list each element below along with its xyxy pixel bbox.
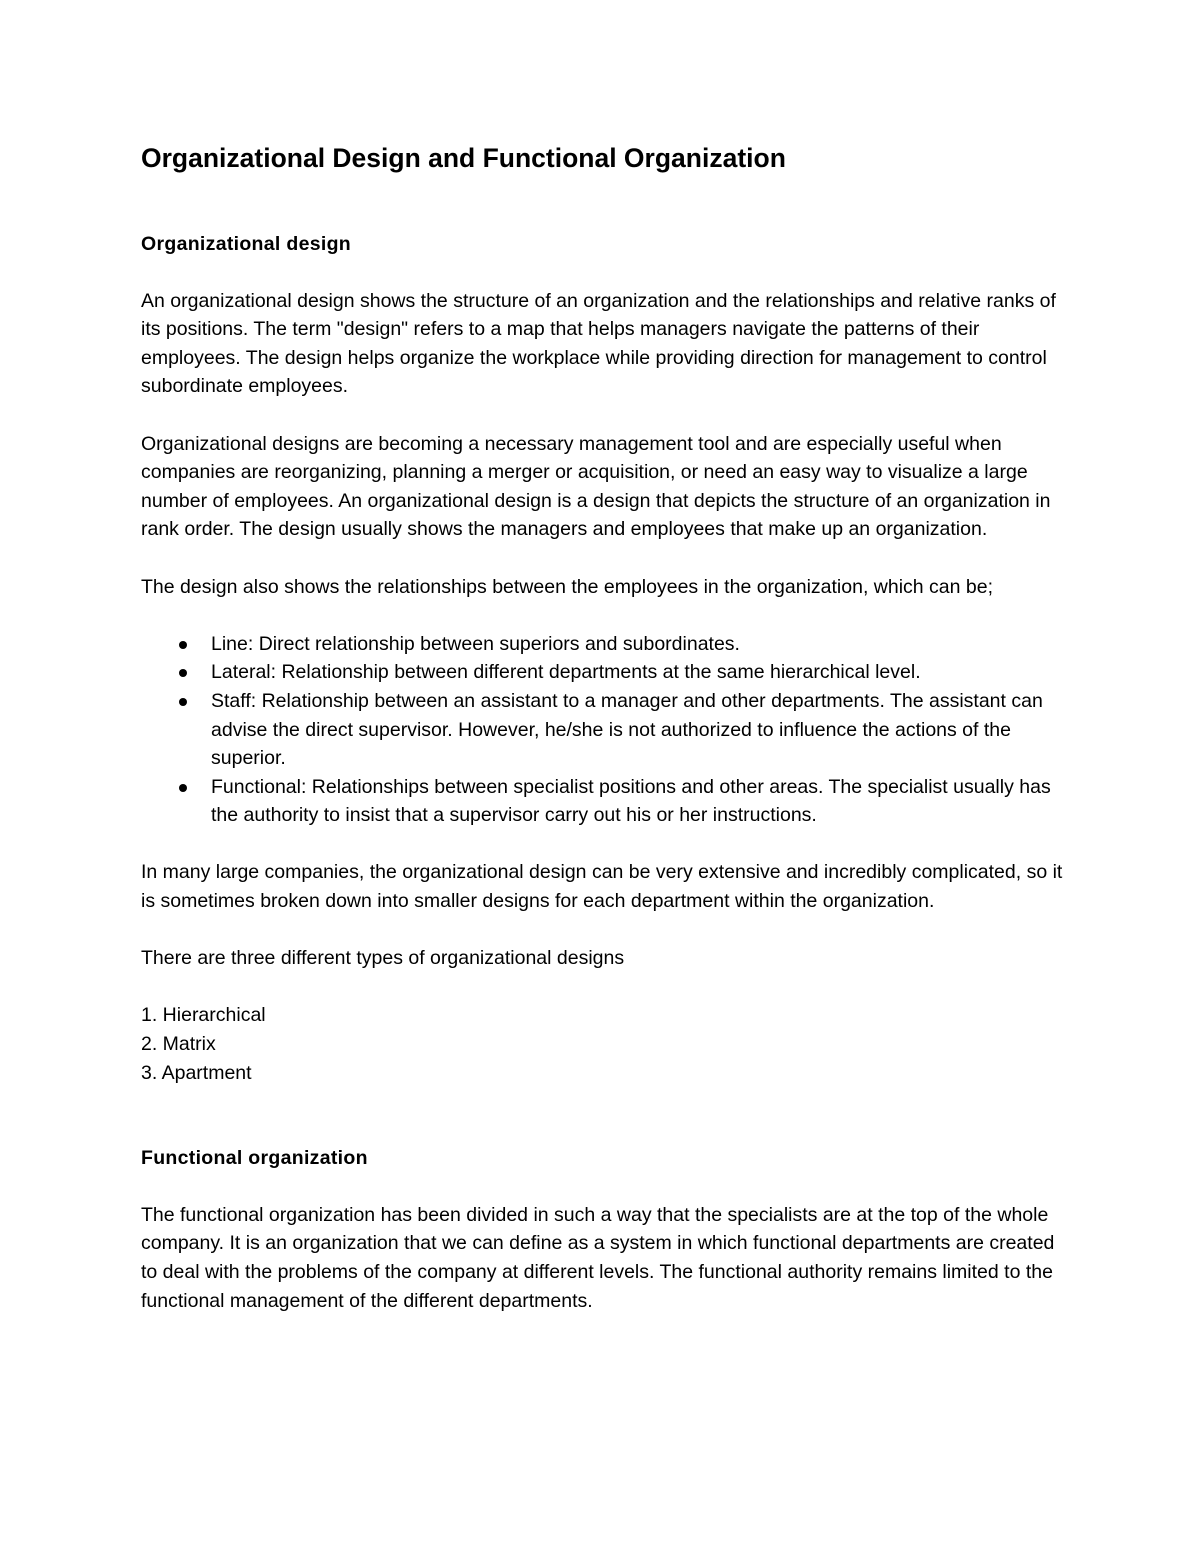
list-item-text: Lateral: Relationship between different departments at the same hierarchical level. (211, 661, 921, 684)
list-item-text: Functional: Relationships between specialist positions and other areas. The specialist usually has the authority to insist that a supervisor carry out his or her instructions. (211, 775, 1051, 827)
list-item-text: Line: Direct relationship between superiors and subordinates. (211, 632, 740, 655)
bullet-icon (179, 669, 187, 677)
list-item-matrix: 2. Matrix (141, 1033, 216, 1056)
relationship-list (141, 630, 1071, 830)
paragraph-usefulness: Organizational designs are becoming a necessary management tool and are especially useful when companies are reorganizing, planning a merger or acquisition, or need an easy way to visualize a large number of employees. An organizational design is a design that depicts the structure of an organization in rank order. The design usually shows the managers and employees that make up an organization. (141, 432, 1051, 541)
list-item-line (141, 630, 1071, 659)
list-item-functional (141, 773, 1071, 830)
paragraph-types-intro: There are three different types of organizational designs (141, 947, 625, 970)
section-heading-functional-organization: Functional organization (141, 1147, 368, 1170)
paragraph-large-companies: In many large companies, the organizational design can be very extensive and incredibly complicated, so it is sometimes broken down into smaller designs for each department within the organization. (141, 861, 1063, 913)
list-item-apartment: 3. Apartment (141, 1061, 252, 1084)
list-item-hierarchical: 1. Hierarchical (141, 1004, 266, 1027)
bullet-icon (179, 784, 187, 792)
bullet-icon (179, 698, 187, 706)
paragraph-relationships-intro: The design also shows the relationships between the employees in the organization, which can be; (141, 575, 994, 598)
document-page (141, 138, 1071, 1315)
section-heading-organizational-design: Organizational design (141, 233, 351, 255)
list-item-text: Staff: Relationship between an assistant to a manager and other departments. The assistant can advise the direct supervisor. However, he/she is not authorized to influence the actions of the superior. (211, 689, 1043, 770)
document-title: Organizational Design and Functional Organization (141, 143, 786, 173)
paragraph-definition: An organizational design shows the structure of an organization and the relationships and relative ranks of its positions. The term "design" refers to a map that helps managers navigate the patterns of their employees. The design helps organize the workplace while providing direction for management to control subordinate employees. (141, 289, 1056, 398)
list-item-lateral (141, 658, 1071, 687)
bullet-icon (179, 641, 187, 649)
paragraph-functional-organization: The functional organization has been divided in such a way that the specialists are at the top of the whole company. It is an organization that we can define as a system in which functional departments are created to deal with the problems of the company at different levels. The functional authority remains limited to the functional management of the different departments. (141, 1203, 1055, 1312)
design-types-list (141, 1001, 1071, 1087)
list-item-staff (141, 687, 1071, 773)
